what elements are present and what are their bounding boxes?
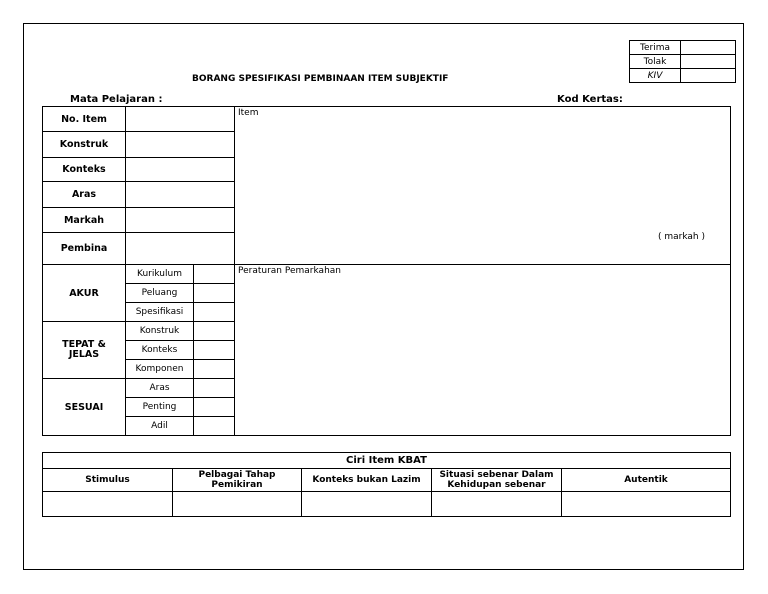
approval-status-box [629, 40, 736, 83]
sub-kurikulum-label: Kurikulum [126, 265, 194, 284]
kbat-situasi-cell[interactable] [432, 492, 562, 517]
status-terima-box[interactable] [681, 41, 736, 55]
sub-komponen-label: Komponen [126, 360, 194, 379]
markah-field[interactable] [126, 208, 235, 233]
status-tolak-label: Tolak [630, 55, 681, 69]
pembina-label: Pembina [43, 233, 126, 265]
no-item-label: No. Item [43, 107, 126, 132]
form-title: BORANG SPESIFIKASI PEMBINAAN ITEM SUBJEKTIF [192, 74, 449, 84]
item-area[interactable] [235, 107, 731, 265]
peraturan-label: Peraturan Pemarkahan [238, 266, 341, 276]
sub-penting-check[interactable] [194, 398, 235, 417]
sub-peluang-label: Peluang [126, 284, 194, 303]
sub-aras-check[interactable] [194, 379, 235, 398]
sub-konteks-check[interactable] [194, 341, 235, 360]
sub-konstruk-label: Konstruk [126, 322, 194, 341]
status-kiv-label: KIV [630, 69, 681, 83]
no-item-field[interactable] [126, 107, 235, 132]
kbat-col-pelbagai-tahap: Pelbagai Tahap Pemikiran [173, 469, 302, 492]
status-kiv-box[interactable] [681, 69, 736, 83]
sub-konstruk-check[interactable] [194, 322, 235, 341]
markah-note: ( markah ) [658, 232, 705, 242]
sub-penting-label: Penting [126, 398, 194, 417]
aras-label: Aras [43, 182, 126, 208]
kod-kertas-label: Kod Kertas: [557, 94, 623, 105]
kbat-col-stimulus: Stimulus [43, 469, 173, 492]
kbat-col-situasi: Situasi sebenar Dalam Kehidupan sebenar [432, 469, 562, 492]
konstruk-field[interactable] [126, 132, 235, 158]
group-tepat-jelas-label: TEPAT & JELAS [43, 322, 126, 379]
kbat-col-autentik: Autentik [562, 469, 731, 492]
kbat-stimulus-cell[interactable] [43, 492, 173, 517]
sub-adil-label: Adil [126, 417, 194, 436]
item-label: Item [238, 108, 259, 118]
pembina-field[interactable] [126, 233, 235, 265]
konteks-label: Konteks [43, 158, 126, 182]
sub-komponen-check[interactable] [194, 360, 235, 379]
group-akur-label: AKUR [43, 265, 126, 322]
mata-pelajaran-label: Mata Pelajaran : [70, 94, 163, 105]
group-sesuai-label: SESUAI [43, 379, 126, 436]
item-specification-table [42, 106, 731, 436]
kbat-autentik-cell[interactable] [562, 492, 731, 517]
kbat-konteks-cell[interactable] [302, 492, 432, 517]
konteks-field[interactable] [126, 158, 235, 182]
sub-spesifikasi-label: Spesifikasi [126, 303, 194, 322]
peraturan-pemarkahan-area[interactable] [235, 265, 731, 436]
kbat-title: Ciri Item KBAT [43, 453, 731, 469]
sub-kurikulum-check[interactable] [194, 265, 235, 284]
sub-konteks-label: Konteks [126, 341, 194, 360]
markah-label: Markah [43, 208, 126, 233]
aras-field[interactable] [126, 182, 235, 208]
sub-adil-check[interactable] [194, 417, 235, 436]
kbat-col-konteks: Konteks bukan Lazim [302, 469, 432, 492]
sub-peluang-check[interactable] [194, 284, 235, 303]
status-terima-label: Terima [630, 41, 681, 55]
sub-aras-label: Aras [126, 379, 194, 398]
kbat-pelbagai-tahap-cell[interactable] [173, 492, 302, 517]
kbat-table [42, 452, 731, 517]
konstruk-label: Konstruk [43, 132, 126, 158]
status-tolak-box[interactable] [681, 55, 736, 69]
sub-spesifikasi-check[interactable] [194, 303, 235, 322]
